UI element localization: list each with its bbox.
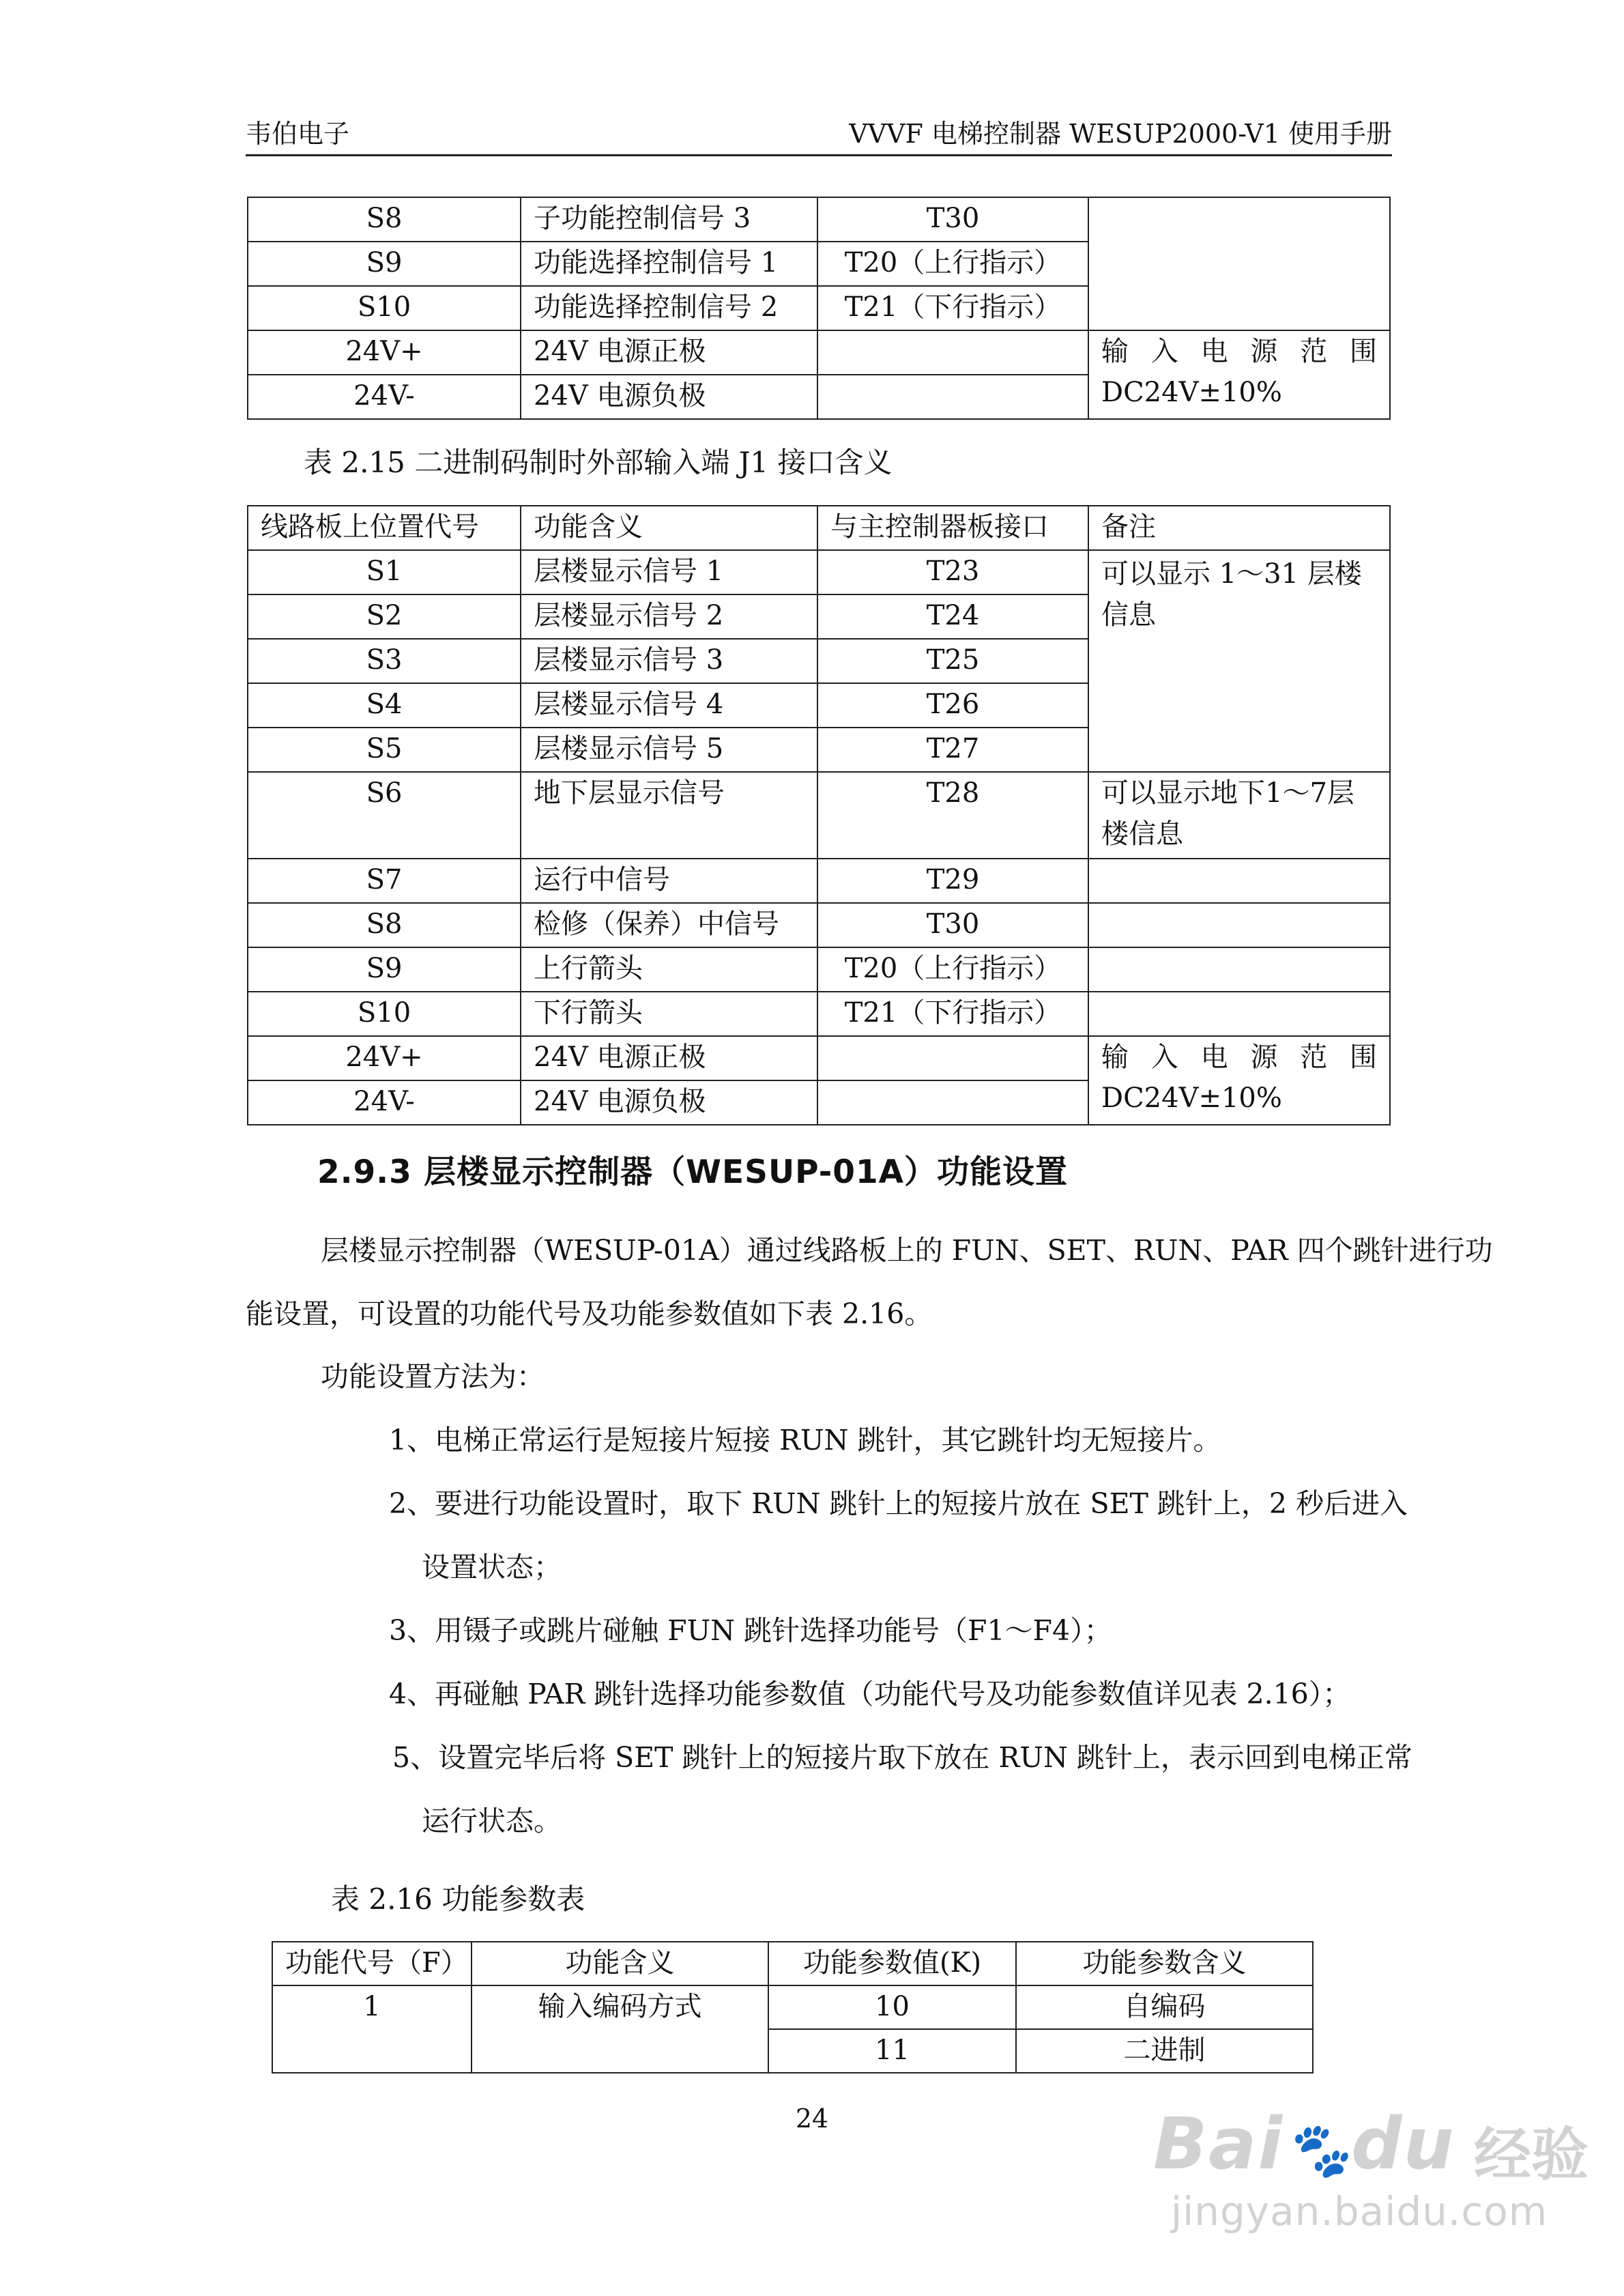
table-cell: 层楼显示信号 4 [521, 683, 817, 728]
basement-note-line2: 楼信息 [1101, 818, 1183, 850]
table-cell [817, 375, 1088, 419]
table-caption-2-15: 表 2.15 二进制码制时外部输入端 J1 接口含义 [304, 446, 893, 479]
table-cell: T27 [817, 728, 1088, 772]
column-header: 线路板上位置代号 [248, 506, 521, 550]
table-cell: 层楼显示信号 3 [521, 639, 817, 683]
table-cell-empty [1088, 992, 1390, 1036]
table-cell: 24V 电源正极 [521, 330, 817, 375]
function-code-cell: 1 [272, 1985, 472, 2073]
intro-line-2: 能设置，可设置的功能代号及功能参数值如下表 2.16。 [246, 1297, 933, 1330]
column-header: 备注 [1088, 506, 1390, 550]
table-row [248, 772, 1390, 859]
step-1: 1、电梯正常运行是短接片短接 RUN 跳针，其它跳针均无短接片。 [389, 1424, 1221, 1456]
watermark-brand-tail: du [1351, 2102, 1455, 2185]
watermark-paw-icon: 🐾 [1284, 2120, 1352, 2181]
param-meaning-cell: 二进制 [1016, 2029, 1313, 2073]
column-header: 功能含义 [521, 506, 817, 550]
basement-note-line1: 可以显示地下1～7层 [1101, 777, 1354, 809]
table-cell: 功能选择控制信号 2 [521, 286, 817, 330]
section-heading: 2.9.3 层楼显示控制器（WESUP-01A）功能设置 [317, 1153, 1069, 1191]
table-cell: 上行箭头 [521, 947, 817, 992]
table-cell: T24 [817, 594, 1088, 639]
table-cell: 24V 电源负极 [521, 1080, 817, 1125]
header-right: VVVF 电梯控制器 WESUP2000-V1 使用手册 [849, 119, 1392, 149]
step-4: 4、再碰触 PAR 跳针选择功能参数值（功能代号及功能参数值详见表 2.16）； [389, 1678, 1351, 1710]
power-note-line1: 输 入 电 源 范 围 [1101, 336, 1377, 367]
table-cell: 24V 电源负极 [521, 375, 817, 419]
table-cell: T26 [817, 683, 1088, 728]
baidu-jingyan-watermark [1153, 2102, 1604, 2239]
floors-note-line1: 可以显示 1～31 层楼 [1101, 558, 1362, 590]
table-row [248, 550, 1390, 594]
table-2-15 [247, 505, 1391, 1125]
table-cell: T20（上行指示） [817, 242, 1088, 286]
table-continued [247, 197, 1391, 420]
table-2-16 [272, 1941, 1314, 2073]
param-value-cell: 10 [768, 1985, 1016, 2029]
table-cell: S8 [248, 197, 521, 242]
floors-note-cell [1088, 550, 1390, 772]
step-2-continued: 设置状态； [422, 1551, 562, 1583]
table-cell: S2 [248, 594, 521, 639]
table-cell-empty [1088, 197, 1390, 330]
column-header: 与主控制器板接口 [817, 506, 1088, 550]
column-header: 功能代号（F） [272, 1942, 472, 1985]
basement-note-cell [1088, 772, 1390, 859]
table-row [248, 859, 1390, 903]
power-note-cell [1088, 1036, 1390, 1125]
table-cell: 地下层显示信号 [521, 772, 817, 859]
table-cell: 层楼显示信号 5 [521, 728, 817, 772]
table-cell: S7 [248, 859, 521, 903]
table-cell-empty [1088, 903, 1390, 947]
table-cell [817, 1080, 1088, 1125]
table-cell [817, 1036, 1088, 1080]
table-cell: S3 [248, 639, 521, 683]
table-cell: T20（上行指示） [817, 947, 1088, 992]
power-note-cell [1088, 330, 1390, 419]
floors-note-line2: 信息 [1101, 599, 1156, 631]
table-cell: 子功能控制信号 3 [521, 197, 817, 242]
method-title: 功能设置方法为： [321, 1360, 545, 1393]
column-header: 功能含义 [472, 1942, 768, 1985]
table-cell: T21（下行指示） [817, 286, 1088, 330]
header-rule [246, 154, 1392, 156]
table-cell: 检修（保养）中信号 [521, 903, 817, 947]
table-cell: T23 [817, 550, 1088, 594]
watermark-brand: Bai [1153, 2102, 1284, 2185]
watermark-url: jingyan.baidu.com [1171, 2188, 1548, 2235]
table-row [248, 330, 1390, 375]
table-row [248, 197, 1390, 242]
table-cell: 层楼显示信号 1 [521, 550, 817, 594]
table-row [248, 992, 1390, 1036]
header-left: 韦伯电子 [246, 119, 350, 149]
table-cell: 24V+ [248, 330, 521, 375]
table-cell: 24V+ [248, 1036, 521, 1080]
table-cell: T30 [817, 903, 1088, 947]
table-cell: T21（下行指示） [817, 992, 1088, 1036]
param-meaning-cell: 自编码 [1016, 1985, 1313, 2029]
column-header: 功能参数值(K) [768, 1942, 1016, 1985]
table-cell: 运行中信号 [521, 859, 817, 903]
watermark-cn: 经验 [1474, 2121, 1589, 2188]
param-value-cell: 11 [768, 2029, 1016, 2073]
table-cell: S9 [248, 947, 521, 992]
power-note-line1: 输 入 电 源 范 围 [1101, 1042, 1377, 1073]
table-cell: S9 [248, 242, 521, 286]
power-note-line2: DC24V±10% [1101, 377, 1282, 408]
table-cell-empty [1088, 947, 1390, 992]
step-3: 3、用镊子或跳片碰触 FUN 跳针选择功能号（F1～F4）； [389, 1614, 1112, 1647]
table-cell: 24V 电源正极 [521, 1036, 817, 1080]
table-cell-empty [1088, 859, 1390, 903]
table-cell: 层楼显示信号 2 [521, 594, 817, 639]
table-cell: 24V- [248, 1080, 521, 1125]
table-row [272, 1985, 1313, 2029]
table-header-row [248, 506, 1390, 550]
table-cell: S5 [248, 728, 521, 772]
page-number: 24 [795, 2104, 829, 2134]
table-caption-2-16: 表 2.16 功能参数表 [331, 1882, 585, 1916]
table-cell: T28 [817, 772, 1088, 859]
table-cell: 24V- [248, 375, 521, 419]
table-row [248, 903, 1390, 947]
step-2: 2、要进行功能设置时，取下 RUN 跳针上的短接片放在 SET 跳针上，2 秒后进入 [389, 1487, 1408, 1520]
column-header: 功能参数含义 [1016, 1942, 1313, 1985]
table-cell: T30 [817, 197, 1088, 242]
table-cell [817, 330, 1088, 375]
table-cell: S8 [248, 903, 521, 947]
step-5: 5、设置完毕后将 SET 跳针上的短接片取下放在 RUN 跳针上，表示回到电梯正常 [392, 1741, 1412, 1774]
function-meaning-cell: 输入编码方式 [472, 1985, 768, 2073]
table-cell: T29 [817, 859, 1088, 903]
table-cell: S4 [248, 683, 521, 728]
table-cell: T25 [817, 639, 1088, 683]
table-cell: S10 [248, 992, 521, 1036]
table-row [248, 1036, 1390, 1080]
table-cell: S6 [248, 772, 521, 859]
table-row [248, 947, 1390, 992]
intro-line-1: 层楼显示控制器（WESUP-01A）通过线路板上的 FUN、SET、RUN、PAR 四个跳针进行功 [321, 1234, 1493, 1267]
table-cell: S10 [248, 286, 521, 330]
power-note-line2: DC24V±10% [1101, 1082, 1282, 1114]
step-5-continued: 运行状态。 [422, 1805, 562, 1837]
table-header-row [272, 1942, 1313, 1985]
table-cell: 功能选择控制信号 1 [521, 242, 817, 286]
table-cell: S1 [248, 550, 521, 594]
table-cell: 下行箭头 [521, 992, 817, 1036]
